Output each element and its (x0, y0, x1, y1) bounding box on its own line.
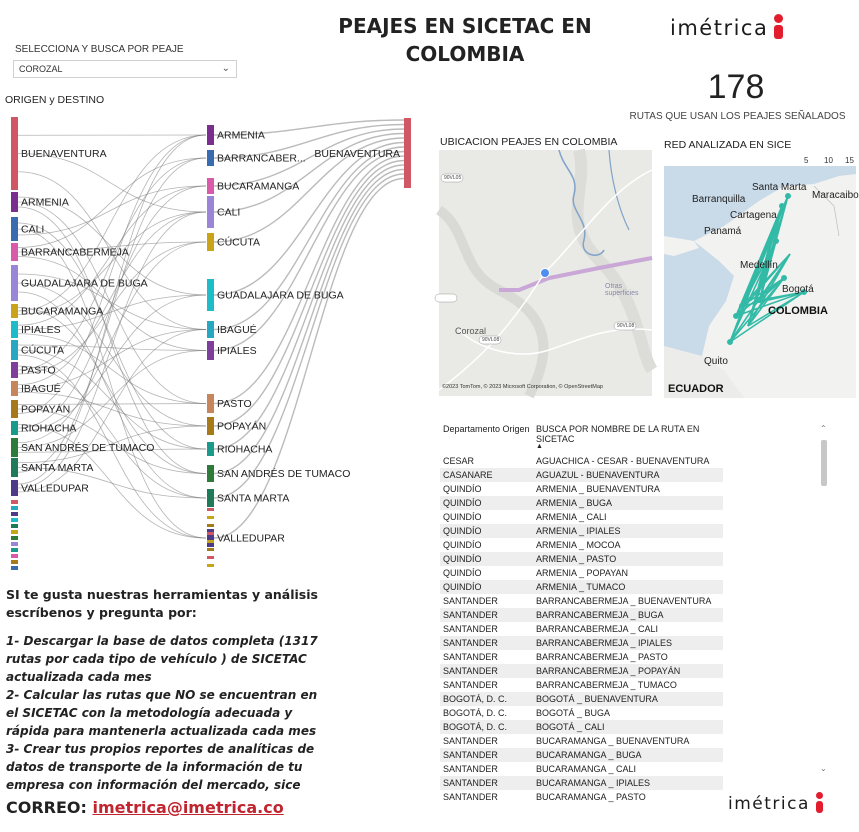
sankey-node[interactable] (207, 532, 214, 535)
dropdown-value: COROZAL (19, 64, 63, 74)
sankey-node[interactable] (207, 465, 214, 482)
sankey-node[interactable] (207, 540, 214, 543)
cell-departamento: QUINDÍO (443, 512, 482, 522)
table-row[interactable] (440, 496, 723, 510)
sankey-node-label: IBAGUÉ (217, 324, 257, 336)
brand-i-icon (816, 792, 823, 812)
cell-departamento: SANTANDER (440, 776, 533, 790)
cell-ruta: BOGOTÁ _ BUENAVENTURA (533, 692, 723, 706)
sankey-node[interactable] (11, 530, 18, 534)
sankey-link (18, 212, 206, 385)
cell-departamento: SANTANDER (443, 596, 498, 606)
email-link[interactable]: imetrica@imetrica.co (92, 798, 284, 817)
cell-ruta: BUCARAMANGA _ PASTO (536, 792, 646, 802)
sankey-node[interactable] (207, 125, 214, 145)
sankey-node[interactable] (11, 518, 18, 522)
sankey-node-label: BUCARAMANGA (21, 305, 104, 318)
sankey-node[interactable] (11, 192, 18, 212)
promo-lead: SI te gusta nuestras herramientas y análisis escríbenos y pregunta por: (6, 587, 318, 620)
sankey-node[interactable] (207, 524, 214, 527)
sankey-node[interactable] (11, 524, 18, 528)
route-node[interactable] (774, 239, 778, 243)
sankey-node[interactable] (207, 196, 214, 228)
cell-departamento: SANTANDER (443, 624, 498, 634)
sort-up-icon: ▲ (536, 443, 543, 450)
sankey-node-label: BARRANCABERMEJA (21, 246, 129, 259)
cell-departamento: BOGOTÁ, D. C. (443, 708, 508, 718)
sankey-node-label: BUENAVENTURA (314, 148, 400, 160)
sankey-node-label: IPIALES (21, 324, 61, 336)
sankey-node[interactable] (207, 279, 214, 311)
sankey-chart[interactable] (0, 108, 432, 578)
page-title: PEAJES EN SICETAC EN COLOMBIA (338, 14, 592, 66)
road-label: 90VL08 (617, 323, 635, 329)
table-row[interactable] (440, 762, 723, 776)
cell-departamento: SANTANDER (443, 680, 498, 690)
cell-ruta: AGUAZUL - BUENAVENTURA (533, 468, 723, 482)
table-row[interactable] (440, 538, 723, 552)
city-label: Barranquilla (692, 194, 746, 205)
route-node[interactable] (758, 298, 762, 302)
sankey-node-label: POPAYÁN (217, 420, 267, 433)
table-row[interactable] (440, 566, 723, 580)
sankey-node[interactable] (11, 480, 18, 496)
table-row[interactable] (440, 524, 723, 538)
sankey-node[interactable] (11, 554, 18, 558)
cell-departamento: QUINDÍO (440, 552, 533, 566)
sankey-node[interactable] (207, 150, 214, 166)
sankey-node[interactable] (11, 560, 18, 564)
sankey-node-label: IBAGUÉ (21, 383, 61, 395)
country-label: COLOMBIA (768, 305, 828, 317)
sankey-node[interactable] (11, 117, 18, 190)
route-node[interactable] (780, 204, 784, 208)
sankey-node[interactable] (11, 400, 18, 418)
sankey-node-label: SANTA MARTA (217, 492, 290, 505)
cell-departamento: QUINDÍO (443, 568, 482, 578)
zoom-option[interactable]: 10 (824, 156, 833, 165)
cell-departamento: SANTANDER (440, 608, 533, 622)
sankey-title: ORIGEN y DESTINO (5, 94, 105, 106)
cell-ruta: ARMENIA _ TUMACO (533, 580, 723, 594)
brand-i-icon (774, 14, 783, 38)
city-label: Panamá (704, 226, 742, 237)
sankey-node[interactable] (11, 458, 18, 477)
sankey-node[interactable] (11, 506, 18, 510)
table-row[interactable] (440, 748, 723, 762)
sankey-node[interactable] (11, 304, 18, 318)
promo-block (6, 586, 326, 794)
table-row[interactable] (440, 720, 723, 734)
map-peajes-title: UBICACION PEAJES EN COLOMBIA (440, 136, 618, 148)
brand-wordmark: imétrica (670, 16, 769, 40)
table-scrollbar[interactable] (818, 422, 830, 778)
cell-departamento: QUINDÍO (443, 484, 482, 494)
sankey-node-label: CÚCUTA (21, 344, 64, 357)
sankey-node-label: GUADALAJARA DE BUGA (217, 289, 344, 302)
map-red-title: RED ANALIZADA EN SICE (664, 139, 792, 151)
table-row[interactable] (440, 622, 723, 636)
chevron-down-icon: ⌄ (221, 63, 230, 74)
cell-ruta: BARRANCABERMEJA _ POPAYÁN (533, 664, 723, 678)
sankey-node[interactable] (11, 512, 18, 516)
peaje-dropdown[interactable] (13, 60, 237, 78)
road-label: 90VL08 (482, 337, 500, 343)
city-label: Medellín (740, 260, 778, 271)
cell-ruta: BARRANCABERMEJA _ IPIALES (533, 636, 723, 650)
cell-departamento: SANTANDER (440, 636, 533, 650)
brand-logo-footer (728, 792, 823, 814)
sankey-node[interactable] (11, 536, 18, 540)
promo-item: 1- Descargar la base de datos completa (1317 rutas por cada tipo de vehículo ) de SICETAC actualizada cada mes (6, 634, 318, 684)
cell-ruta: ARMENIA _ IPIALES (533, 524, 723, 538)
scroll-up-icon[interactable]: ⌃ (820, 424, 827, 433)
sankey-node-label: RIOHACHA (21, 422, 77, 435)
cell-ruta: ARMENIA _ BUGA (533, 496, 723, 510)
cell-ruta: BOGOTÁ _ CALI (533, 720, 723, 734)
table-row[interactable] (440, 678, 723, 692)
sankey-link (18, 186, 206, 235)
table-row[interactable] (440, 776, 723, 790)
table-row[interactable] (440, 706, 723, 720)
map-attribution: ©2023 TomTom, © 2023 Microsoft Corporation, © OpenStreetMap (442, 384, 603, 390)
zoom-option[interactable]: 15 (845, 156, 854, 165)
column-header-label: BUSCA POR NOMBRE DE LA RUTA EN SICETAC (536, 424, 700, 444)
sankey-node-label: PASTO (21, 364, 56, 377)
cell-ruta: BUCARAMANGA _ CALI (536, 764, 637, 774)
sankey-node[interactable] (11, 243, 18, 261)
cell-ruta: BARRANCABERMEJA _ BUENAVENTURA (536, 596, 712, 606)
cell-ruta: ARMENIA _ POPAYAN (536, 568, 629, 578)
zoom-option[interactable]: 5 (804, 156, 809, 165)
contact-line (6, 798, 284, 817)
cell-ruta: BOGOTÁ _ BUGA (536, 708, 611, 718)
table-row[interactable] (440, 510, 723, 524)
sankey-node[interactable] (207, 321, 214, 338)
cell-ruta: ARMENIA _ BUENAVENTURA (536, 484, 660, 494)
cell-departamento: QUINDÍO (440, 496, 533, 510)
sankey-node[interactable] (207, 489, 214, 507)
scroll-down-icon[interactable]: ⌄ (820, 764, 827, 773)
sankey-node-label: ARMENIA (217, 129, 265, 142)
sankey-node[interactable] (207, 508, 214, 511)
sankey-node[interactable] (207, 442, 214, 456)
cell-ruta: AGUACHICA - CESAR - BUENAVENTURA (536, 456, 710, 466)
sankey-node-label: CALI (217, 206, 241, 219)
sankey-node[interactable] (11, 438, 18, 457)
sankey-node-label: CALI (21, 223, 45, 236)
sankey-node[interactable] (207, 529, 214, 547)
cell-departamento: SANTANDER (443, 792, 498, 802)
sankey-node[interactable] (11, 321, 18, 338)
sankey-node-label: POPAYÁN (21, 403, 71, 416)
sankey-node-label: GUADALAJARA DE BUGA (21, 277, 148, 290)
sankey-node[interactable] (207, 564, 214, 567)
road-label: 90VL05 (444, 175, 462, 181)
table-row[interactable] (440, 608, 723, 622)
sankey-node-label: PASTO (217, 398, 252, 410)
city-label: Maracaibo (812, 190, 859, 201)
table-row[interactable] (440, 482, 723, 496)
sankey-node-label: RIOHACHA (217, 443, 273, 456)
cell-departamento: BOGOTÁ, D. C. (440, 692, 533, 706)
slicer-label: SELECCIONA Y BUSCA POR PEAJE (15, 44, 184, 55)
cell-ruta: BARRANCABERMEJA _ PASTO (536, 652, 668, 662)
city-label: Cartagena (730, 210, 777, 221)
route-node[interactable] (786, 194, 790, 198)
sankey-node-label: SAN ANDRÉS DE TUMACO (217, 468, 351, 480)
sankey-node[interactable] (207, 556, 214, 559)
sankey-node[interactable] (11, 362, 18, 378)
table-row[interactable] (440, 650, 723, 664)
table-row[interactable] (440, 734, 723, 748)
cell-ruta: BUCARAMANGA _ BUGA (533, 748, 723, 762)
sankey-node[interactable] (207, 516, 214, 519)
route-node[interactable] (740, 304, 744, 308)
sankey-link (18, 158, 206, 370)
cell-ruta: BUCARAMANGA _ IPIALES (533, 776, 723, 790)
sankey-node[interactable] (207, 394, 214, 413)
cell-ruta: ARMENIA _ PASTO (533, 552, 723, 566)
sankey-node[interactable] (404, 118, 411, 188)
cell-departamento: CASANARE (440, 468, 533, 482)
cell-departamento: QUINDÍO (443, 540, 482, 550)
sankey-node-label: SAN ANDRÉS DE TUMACO (21, 442, 155, 454)
map-place-label: Corozal (455, 326, 487, 336)
sankey-node[interactable] (11, 217, 18, 241)
map-other-label: Otras superficies (605, 283, 639, 297)
route-node[interactable] (782, 276, 786, 280)
map-peajes[interactable] (439, 150, 652, 396)
cell-ruta: ARMENIA _ CALI (536, 512, 607, 522)
kpi-label: RUTAS QUE USAN LOS PEAJES SEÑALADOS (629, 111, 846, 122)
sankey-node[interactable] (11, 566, 18, 570)
route-node[interactable] (734, 314, 738, 318)
cell-departamento: SANTANDER (440, 664, 533, 678)
cell-departamento: CESAR (443, 456, 475, 466)
cell-departamento: BOGOTÁ, D. C. (440, 720, 533, 734)
sankey-node[interactable] (11, 548, 18, 552)
brand-wordmark: imétrica (728, 794, 810, 814)
country-label: ECUADOR (668, 383, 724, 395)
city-label: Santa Marta (752, 182, 807, 193)
table-row[interactable] (440, 594, 723, 608)
cell-ruta: BARRANCABERMEJA _ TUMACO (536, 680, 677, 690)
cell-ruta: BARRANCABERMEJA _ BUGA (533, 608, 723, 622)
table-row[interactable] (440, 692, 723, 706)
sankey-node[interactable] (207, 178, 214, 194)
sankey-node[interactable] (11, 265, 18, 301)
column-header-ruta[interactable] (533, 420, 723, 454)
route-node[interactable] (728, 340, 732, 344)
cell-ruta: BARRANCABERMEJA _ CALI (536, 624, 659, 634)
table-row[interactable] (440, 468, 723, 482)
sankey-node-label: CÚCUTA (217, 236, 260, 249)
table-row[interactable] (440, 664, 723, 678)
table-row[interactable] (440, 790, 723, 804)
sankey-node[interactable] (11, 542, 18, 546)
cell-ruta: ARMENIA _ MOCOA (536, 540, 621, 550)
cell-departamento: SANTANDER (443, 764, 498, 774)
sankey-node-label: VALLEDUPAR (21, 482, 89, 495)
city-label: Quito (704, 356, 728, 367)
sankey-node-label: BUENAVENTURA (21, 148, 107, 160)
brand-logo (670, 14, 783, 40)
sankey-node-label: BARRANCABER... (217, 152, 306, 165)
sankey-node[interactable] (11, 500, 18, 504)
cell-departamento: SANTANDER (440, 748, 533, 762)
map-red[interactable] (664, 166, 859, 398)
cell-departamento: SANTANDER (443, 736, 498, 746)
sankey-node[interactable] (207, 233, 214, 251)
scroll-thumb[interactable] (821, 440, 827, 486)
sankey-node-label: IPIALES (217, 345, 257, 357)
sankey-node-label: BUCARAMANGA (217, 180, 300, 193)
promo-item: 2- Calcular las rutas que NO se encuentran en el SICETAC con la metodología adecuada y rápida para mantenerla actualizada cada mes (6, 688, 318, 738)
promo-item: 3- Crear tus propios reportes de analíticas de datos de transporte de la información de tu empresa con información del mercado, sice (6, 742, 315, 792)
sankey-node[interactable] (11, 340, 18, 360)
table-row[interactable] (440, 636, 723, 650)
sankey-node-label: VALLEDUPAR (217, 532, 285, 545)
sankey-node[interactable] (207, 548, 214, 551)
cell-departamento: QUINDÍO (440, 524, 533, 538)
table-row[interactable] (440, 552, 723, 566)
sankey-node[interactable] (11, 421, 18, 435)
sankey-node[interactable] (207, 417, 214, 435)
table-row[interactable] (440, 454, 723, 468)
contact-label: CORREO: (6, 798, 87, 817)
sankey-node[interactable] (207, 341, 214, 360)
city-label: Bogotá (782, 284, 814, 295)
sankey-node-label: SANTA MARTA (21, 462, 94, 474)
table-row[interactable] (440, 580, 723, 594)
cell-departamento: SANTANDER (443, 652, 498, 662)
sankey-link (214, 143, 404, 296)
routes-table[interactable] (440, 420, 830, 802)
sankey-node-label: ARMENIA (21, 196, 69, 209)
cell-ruta: BUCARAMANGA _ BUENAVENTURA (536, 736, 690, 746)
cell-departamento: QUINDÍO (440, 580, 533, 594)
kpi-value: 178 (707, 68, 765, 106)
column-header-departamento[interactable]: Departamento Origen (443, 424, 530, 434)
sankey-node[interactable] (11, 381, 18, 396)
